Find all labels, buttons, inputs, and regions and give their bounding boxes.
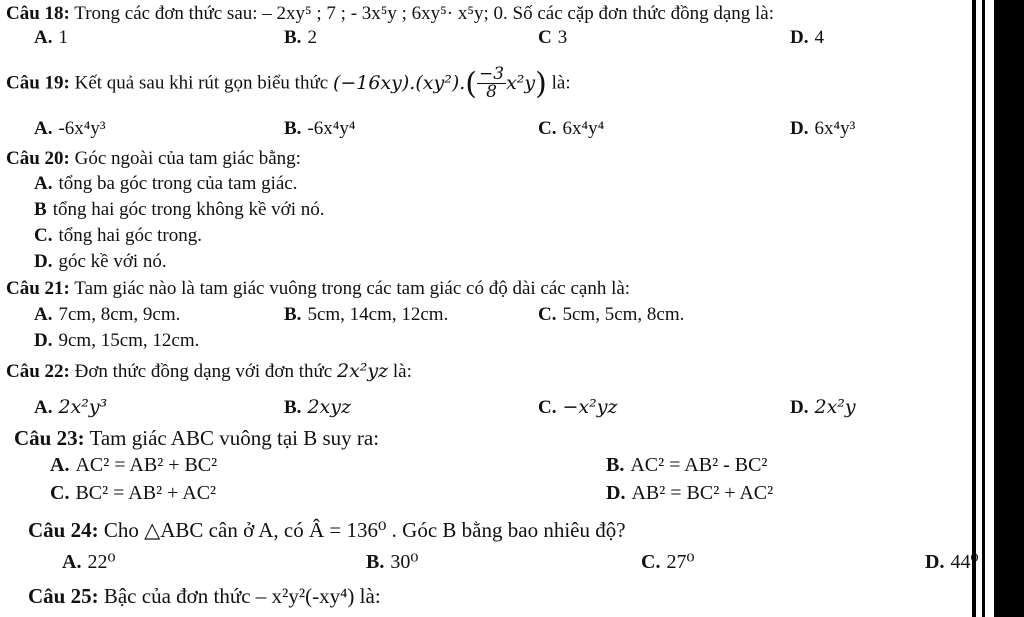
question-20-text: Góc ngoài của tam giác bằng: [74,148,301,169]
question-24-label: Câu 24: [28,518,99,542]
question-22-text: Đơn thức đồng dạng với đơn thức [74,361,333,382]
q23-option-a[interactable]: A. AC² = AB² + BC² [50,454,218,476]
q22-option-d[interactable]: D. 2x²y [790,396,856,418]
question-23-label: Câu 23: [14,426,85,450]
q22-option-c[interactable]: C. −x²yz [538,396,618,418]
question-22-tail: là: [392,361,412,382]
question-19-tail: là: [551,72,571,94]
q20-option-b[interactable]: B tổng hai góc trong không kề với nó. [34,199,325,220]
q24-option-a[interactable]: A. 22⁰ [62,551,116,573]
q22-option-b[interactable]: B. 2xyz [284,396,351,418]
q18-option-d[interactable]: D. 4 [790,27,824,48]
question-21-text: Tam giác nào là tam giác vuông trong các tam giác có độ dài các cạnh là: [74,278,631,299]
fraction: $\frac{-3}{8}$ [479,64,505,102]
question-25 [28,584,381,609]
question-18-text: Trong các đơn thức sau: – 2xy⁵ ; 7 ; - 3x⁵y ; 6xy⁵· x⁵y; 0. Số các cặp đơn thức đồng dạng là: [74,3,775,24]
question-22 [6,360,412,383]
q20-option-c[interactable]: C. tổng hai góc trong. [34,225,203,246]
q24-option-d[interactable]: D. 44⁰ [925,551,979,573]
q19-option-d[interactable]: D. 6x⁴y³ [790,118,856,139]
q23-option-b[interactable]: B. AC² = AB² - BC² [606,454,768,476]
q20-option-d[interactable]: D. góc kề với nó. [34,251,167,272]
question-25-text: Bậc của đơn thức – x²y²(-xy⁴) là: [103,584,381,608]
question-19-text: Kết quả sau khi rút gọn biểu thức [74,72,329,94]
question-23 [14,426,379,451]
q21-option-d[interactable]: D. 9cm, 15cm, 12cm. [34,330,200,351]
q20-option-a[interactable]: A. tổng ba góc trong của tam giác. [34,173,298,194]
q24-option-c[interactable]: C. 27⁰ [641,551,695,573]
question-19 [6,66,571,101]
question-18 [6,3,774,25]
question-24-text: Cho △ABC cân ở A, có Â = 136⁰ . Góc B bằng bao nhiêu độ? [103,518,626,542]
q18-option-b[interactable]: B. 2 [284,27,317,48]
question-20 [6,148,301,170]
q23-option-c[interactable]: C. BC² = AB² + AC² [50,482,217,504]
q21-option-a[interactable]: A. 7cm, 8cm, 9cm. [34,304,181,325]
question-20-label: Câu 20: [6,148,70,169]
q24-option-b[interactable]: B. 30⁰ [366,551,419,573]
question-23-text: Tam giác ABC vuông tại B suy ra: [89,426,380,450]
question-24 [28,518,626,543]
q19-option-b[interactable]: B. -6x⁴y⁴ [284,118,356,139]
question-25-label: Câu 25: [28,584,99,608]
q23-option-d[interactable]: D. AB² = BC² + AC² [606,482,774,504]
question-22-expression: 2x²yz [336,360,389,382]
q21-option-b[interactable]: B. 5cm, 14cm, 12cm. [284,304,449,325]
question-19-expression: (−16xy).(xy²).( $\frac{-3}{8}$ x²y) [332,64,547,102]
q19-option-a[interactable]: A. -6x⁴y³ [34,118,106,139]
q18-option-a[interactable]: A. 1 [34,27,68,48]
q19-option-c[interactable]: C. 6x⁴y⁴ [538,118,605,139]
q18-option-c[interactable]: C 3 [538,27,568,48]
q21-option-c[interactable]: C. 5cm, 5cm, 8cm. [538,304,685,325]
question-19-label: Câu 19: [6,72,70,94]
q22-option-a[interactable]: A. 2x²y³ [34,396,108,418]
question-18-label: Câu 18: [6,3,70,24]
question-22-label: Câu 22: [6,361,70,382]
right-edge-bars [972,0,1024,617]
question-21-label: Câu 21: [6,278,70,299]
question-21 [6,278,630,300]
